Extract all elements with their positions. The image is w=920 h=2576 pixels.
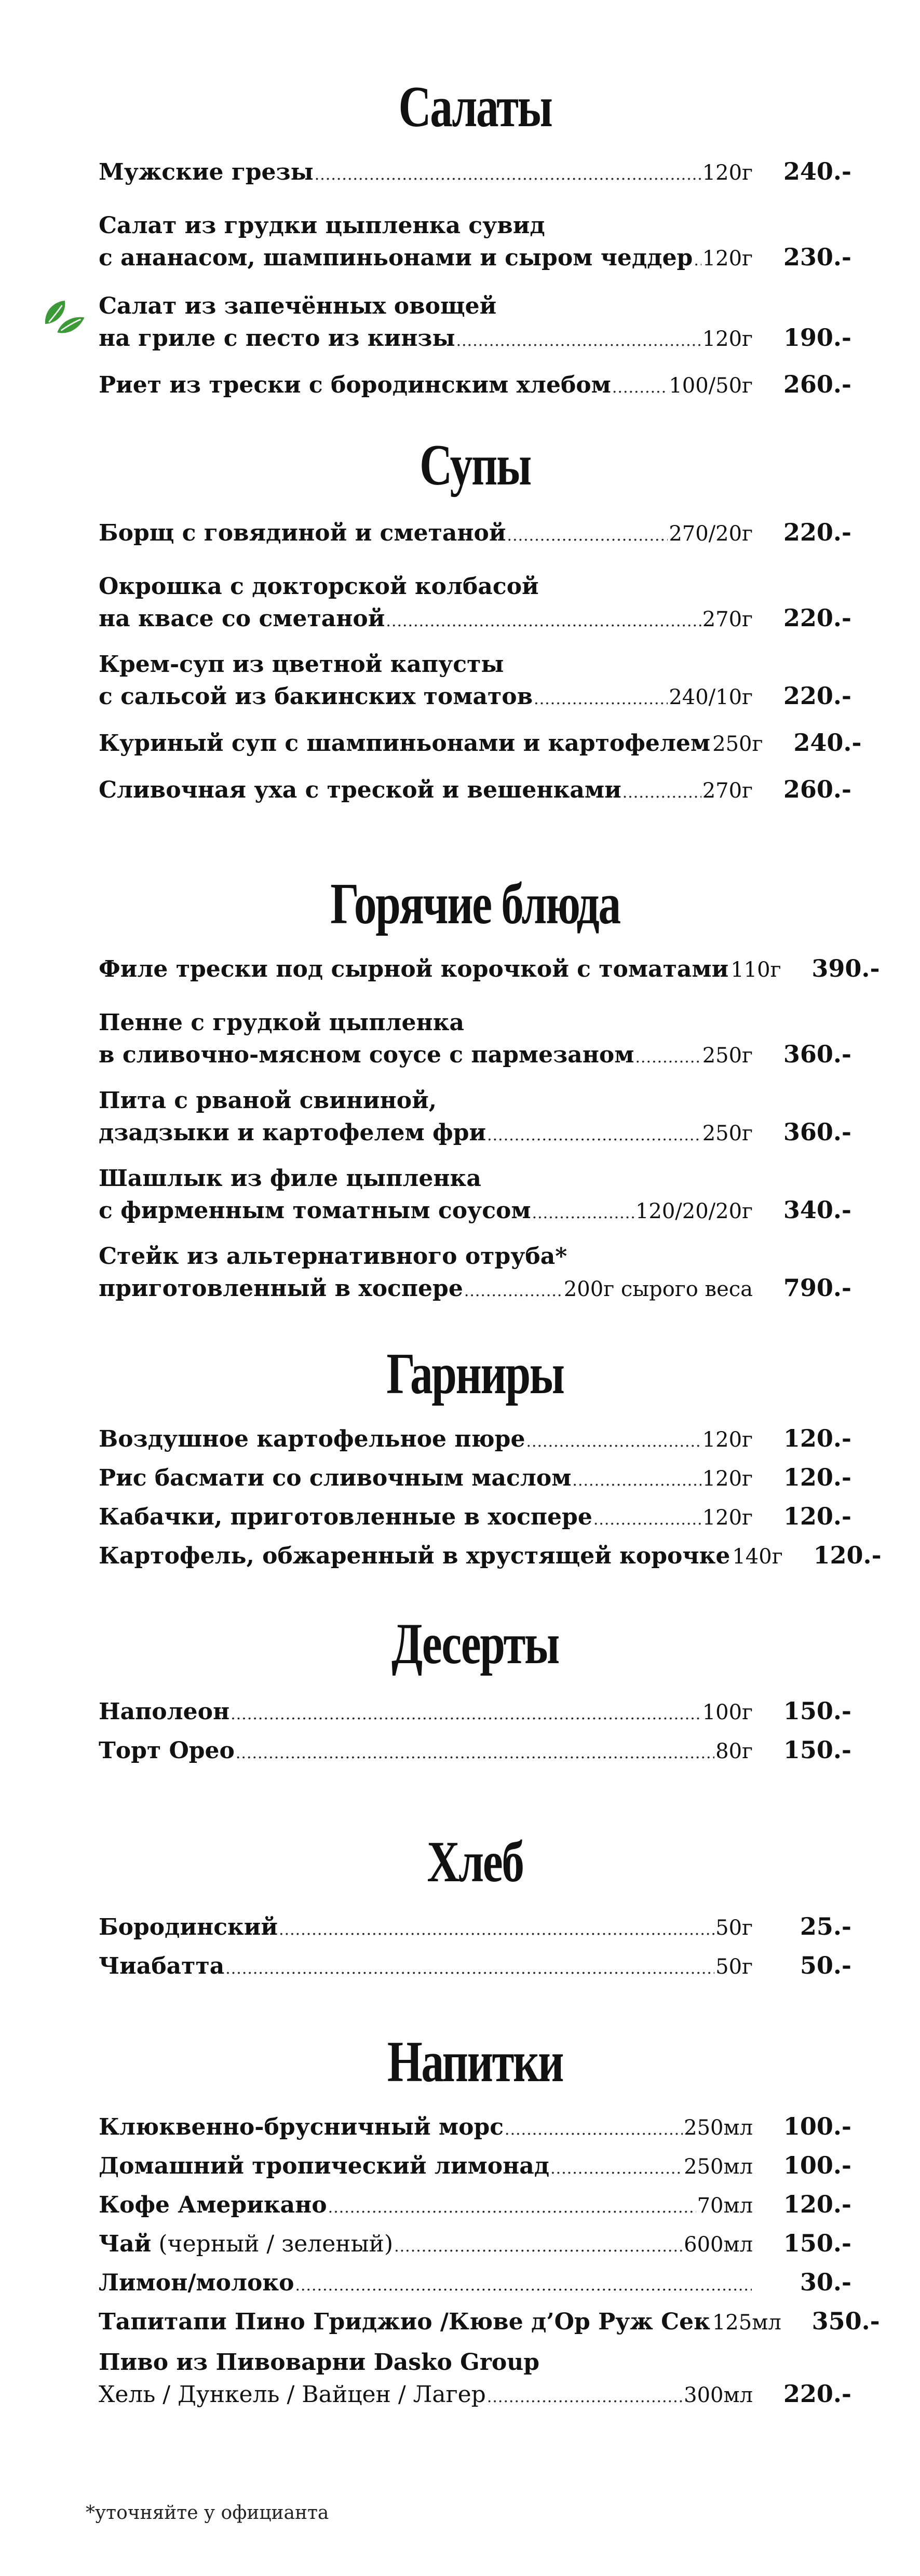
menu-item-name-text: Борщ с говядиной и сметаной (99, 520, 506, 546)
menu-item-price: 340.- (783, 1196, 851, 1224)
menu-item-row (99, 1695, 851, 1730)
menu-item-weight: 110г (730, 958, 781, 982)
dot-leader (464, 1276, 563, 1307)
menu-item-price: 150.- (783, 1736, 851, 1764)
menu-item-row (99, 2228, 851, 2262)
menu-item (99, 774, 851, 808)
menu-item-name (99, 1735, 235, 1766)
menu-item-name-text: Лимон/молоко (99, 2270, 294, 2296)
menu-item-row (99, 2378, 851, 2413)
menu-item-row (99, 1501, 851, 1535)
menu-item (99, 2150, 851, 2184)
menu-item-price: 220.- (783, 604, 851, 632)
menu-item-row (99, 1462, 851, 1496)
menu-item-weight: 270/20г (669, 522, 753, 546)
menu-item-name-text: Чиабатта (99, 1953, 225, 1979)
menu-item-name-text: приготовленный в хоспере (99, 1275, 463, 1302)
menu-item (99, 1423, 851, 1458)
menu-item-weight: 270г (702, 779, 753, 803)
menu-item-price: 360.- (783, 1040, 851, 1068)
menu-item (99, 1241, 851, 1307)
menu-item-row (99, 369, 851, 403)
menu-item-name (99, 323, 455, 354)
menu-item (99, 2111, 851, 2146)
menu-item (99, 1540, 882, 1574)
menu-item-name-text: с ананасом, шампиньонами и сыром чеддер (99, 245, 693, 271)
menu-item-weight: 120г (702, 1467, 753, 1491)
menu-item-name (99, 2112, 504, 2143)
menu-item-name (99, 1951, 224, 1982)
menu-item-price: 25.- (800, 1912, 851, 1940)
menu-item-price: 790.- (783, 1274, 851, 1302)
menu-item-name-line1: Салат из запечённых овощей (99, 293, 497, 319)
menu-item-name-text: дзадзыки и картофелем фри (99, 1120, 486, 1146)
menu-item-name-text: с фирменным томатным соусом (99, 1197, 531, 1224)
menu-item-row (99, 1734, 851, 1769)
menu-item (99, 571, 851, 637)
menu-item-name-suffix: (черный / зеленый) (151, 2231, 394, 2257)
menu-item (99, 1734, 851, 1769)
menu-item-name-text: Клюквенно-брусничный морс (99, 2114, 504, 2140)
menu-item-price: 150.- (783, 1697, 851, 1725)
menu-item-name (99, 1117, 486, 1149)
menu-item-weight: 250г (702, 1044, 753, 1068)
menu-item-price: 220.- (783, 682, 851, 710)
menu-item-name-text: на квасе со сметаной (99, 605, 385, 632)
menu-item-name-text: с сальсой из бакинских томатов (99, 683, 533, 710)
menu-item-row (99, 1540, 882, 1574)
menu-item-weight: 70мл (697, 2194, 753, 2218)
menu-item-price: 220.- (783, 518, 851, 546)
menu-item-name-line1: Пенне с грудкой цыпленка (99, 1009, 464, 1036)
menu-item (99, 2347, 851, 2413)
menu-item-weight: 100/50г (669, 374, 753, 398)
menu-item-name (99, 1463, 571, 1494)
menu-item-row (99, 1194, 851, 1229)
menu-item (99, 2305, 880, 2340)
menu-item-row (99, 774, 851, 808)
menu-item-name-text: в сливочно-мясном соусе с пармезаном (99, 1042, 634, 1068)
section-title: Хлеб (427, 1830, 523, 1894)
menu-item-row (99, 1911, 851, 1946)
menu-item (99, 517, 851, 551)
menu-item-name-text: Домашний тропический лимонад (99, 2153, 550, 2179)
menu-item-name-text: Торт Орео (99, 1737, 235, 1764)
menu-item-row (99, 1039, 851, 1073)
dot-leader (612, 372, 668, 403)
menu-item-name (99, 2190, 327, 2221)
menu-item-price: 120.- (783, 1463, 851, 1491)
menu-item-name (99, 1502, 592, 1533)
menu-item-name-line1: Пиво из Пивоварни Dasko Group (99, 2349, 540, 2376)
menu-item-row (99, 1116, 851, 1151)
menu-item-name-text: Риет из трески с бородинским хлебом (99, 372, 611, 398)
menu-item-price: 150.- (783, 2229, 851, 2257)
section-title: Напитки (387, 2030, 563, 2094)
menu-item (99, 649, 851, 715)
menu-item-name (99, 681, 533, 712)
menu-item-name-text: Бородинский (99, 1914, 278, 1940)
menu-item-name (99, 1040, 634, 1071)
menu-item-name (99, 1696, 229, 1728)
menu-item-price: 390.- (811, 954, 880, 982)
menu-item-weight: 200г сырого веса (563, 1277, 753, 1301)
menu-item-price: 100.- (783, 2112, 851, 2140)
menu-item-price: 120.- (783, 1502, 851, 1530)
menu-item-row (99, 953, 880, 988)
menu-item-row (99, 1950, 851, 1985)
menu-item-row (99, 2305, 880, 2340)
menu-item-weight: 300мл (684, 2383, 753, 2407)
dot-leader (623, 777, 701, 808)
section-title: Десерты (391, 1612, 559, 1676)
dot-leader (236, 1738, 714, 1769)
menu-item-weight: 250г (712, 732, 763, 756)
menu-item-weight: 120г (702, 161, 753, 185)
menu-item-name-line1: Крем-суп из цветной капусты (99, 651, 504, 678)
menu-item-name (99, 1273, 463, 1304)
menu-item-name-line1: Стейк из альтернативного отруба* (99, 1243, 567, 1270)
dot-leader (225, 1953, 714, 1985)
menu-item-name (99, 1912, 278, 1943)
dot-leader (456, 326, 701, 357)
menu-item (99, 2189, 851, 2223)
menu-item-name-text: Кабачки, приготовленные в хоспере (99, 1504, 592, 1530)
footnote: *уточняйте у официанта (86, 2502, 329, 2524)
menu-item-name (99, 2307, 710, 2338)
menu-item-name-text: Чай (99, 2231, 152, 2257)
menu-item-row (99, 602, 851, 637)
dot-leader (295, 2270, 752, 2301)
menu-item-price: 50.- (800, 1951, 851, 1979)
menu-item-row (99, 156, 851, 191)
section-title: Салаты (398, 75, 552, 139)
menu-item-weight: 250мл (684, 2116, 753, 2140)
menu-item-row (99, 2267, 851, 2301)
menu-item-price: 220.- (783, 2380, 851, 2408)
dot-leader (593, 1504, 701, 1535)
menu-item-row (99, 241, 851, 276)
dot-leader (550, 2153, 683, 2184)
menu-item-row (99, 1423, 851, 1458)
menu-item-name-text: Сливочная уха с треской и вешенками (99, 777, 621, 803)
menu-item-name-text: Воздушное картофельное пюре (99, 1426, 525, 1452)
menu-item (99, 1695, 851, 1730)
dot-leader (635, 1042, 701, 1073)
menu-item-price: 240.- (793, 729, 862, 757)
menu-item-weight: 120г (702, 1428, 753, 1452)
menu-item-weight: 270г (702, 608, 753, 631)
menu-item (99, 727, 862, 762)
menu-item-price: 190.- (783, 323, 851, 352)
menu-item-row (99, 2150, 851, 2184)
menu-item-name-line1: Окрошка с докторской колбасой (99, 573, 539, 600)
menu-item-name (99, 1541, 730, 1572)
menu-item-weight: 250мл (684, 2155, 753, 2179)
menu-item-name-text: Куриный суп с шампиньонами и картофелем (99, 730, 711, 757)
menu-item (99, 1085, 851, 1151)
menu-item-name-text: Наполеон (99, 1698, 230, 1725)
menu-item-row (99, 727, 862, 762)
menu-item-weight: 120г (702, 247, 753, 271)
menu-item (99, 1163, 851, 1229)
menu-item-price: 120.- (813, 1541, 882, 1569)
menu-item-weight: 140г (732, 1545, 783, 1569)
menu-item-name (99, 954, 728, 985)
dot-leader (279, 1914, 714, 1946)
leaf-icon (40, 296, 87, 343)
menu-item (99, 1462, 851, 1496)
menu-item-name-suffix: Хель / Дункель / Вайцен / Лагер (99, 2381, 486, 2408)
menu-item-weight: 250г (702, 1122, 753, 1145)
dot-leader (487, 2382, 683, 2413)
dot-leader (507, 520, 668, 551)
menu-item (99, 210, 851, 276)
menu-item-name (99, 2229, 393, 2260)
menu-item (99, 156, 851, 191)
menu-item-weight: 125мл (712, 2311, 781, 2335)
menu-item-weight: 240/10г (669, 685, 753, 709)
menu-item-name (99, 518, 506, 549)
menu-item (99, 369, 851, 403)
dot-leader (694, 245, 701, 276)
dot-leader (315, 159, 701, 191)
menu-item-price: 360.- (783, 1118, 851, 1146)
dot-leader (505, 2114, 683, 2146)
menu-item-price: 230.- (783, 243, 851, 271)
menu-item-name (99, 1195, 531, 1226)
menu-item (99, 1501, 851, 1535)
menu-item (99, 953, 880, 988)
menu-item-weight: 120/20/20г (635, 1199, 753, 1223)
menu-item-price: 120.- (783, 1424, 851, 1452)
menu-item-price: 260.- (783, 370, 851, 398)
menu-item-row (99, 2189, 851, 2223)
dot-leader (231, 1699, 701, 1730)
menu-item-name-text: Рис басмати со сливочным маслом (99, 1465, 572, 1491)
menu-item-name (99, 603, 385, 635)
dot-leader (328, 2192, 696, 2223)
menu-item-weight: 600мл (684, 2233, 753, 2257)
dot-leader (394, 2231, 683, 2262)
section-title: Супы (420, 433, 531, 497)
menu-item (99, 291, 851, 357)
menu-item-price: 260.- (783, 775, 851, 803)
menu-item-row (99, 2111, 851, 2146)
dot-leader (487, 1120, 701, 1151)
menu-item-row (99, 322, 851, 357)
dot-leader (572, 1465, 701, 1496)
menu-item-name (99, 2268, 294, 2299)
menu-item-price: 100.- (783, 2151, 851, 2179)
menu-item-price: 120.- (783, 2190, 851, 2218)
menu-item-weight: 80г (715, 1739, 753, 1763)
menu-item-name (99, 1424, 525, 1455)
menu-item-name (99, 157, 314, 188)
menu-item-name (99, 2151, 549, 2182)
menu-item-price: 240.- (783, 157, 851, 185)
menu-item-weight: 50г (715, 1955, 753, 1979)
menu-item-row (99, 517, 851, 551)
dot-leader (534, 684, 668, 715)
menu-item-name (99, 775, 621, 806)
dot-leader (386, 606, 701, 637)
menu-item-weight: 120г (702, 327, 753, 351)
menu-item-name-line1: Шашлык из филе цыпленка (99, 1165, 481, 1192)
menu-item (99, 1950, 851, 1985)
menu-item (99, 1007, 851, 1073)
menu-item (99, 2267, 851, 2301)
menu-item-name-text: на гриле с песто из кинзы (99, 325, 455, 352)
menu-item-row (99, 1272, 851, 1307)
menu-item (99, 2228, 851, 2262)
menu-item-weight: 50г (715, 1916, 753, 1940)
menu-item-name (99, 2379, 486, 2410)
menu-item-name-text: Филе трески под сырной корочкой с томатами (99, 956, 729, 982)
menu-item-name-text: Тапитапи Пино Гриджио /Кюве д’Ор Руж Сек (99, 2309, 710, 2335)
menu-item-name (99, 728, 710, 759)
menu-item-weight: 100г (702, 1701, 753, 1724)
menu-item-name-line1: Салат из грудки цыпленка сувид (99, 212, 545, 239)
menu-item-row (99, 680, 851, 715)
menu-item-weight: 120г (702, 1506, 753, 1530)
dot-leader (526, 1426, 701, 1458)
menu-item-name-line1: Пита с рваной свининой, (99, 1087, 437, 1114)
menu-item-name (99, 370, 611, 401)
menu-item-name-text: Картофель, обжаренный в хрустящей корочке (99, 1543, 730, 1569)
menu-item-name (99, 242, 693, 274)
section-title: Гарниры (386, 1342, 564, 1406)
section-title: Горячие блюда (330, 872, 620, 936)
menu-item-name-text: Мужские грезы (99, 159, 314, 185)
menu-item (99, 1911, 851, 1946)
menu-item-name-text: Кофе Американо (99, 2192, 327, 2218)
menu-item-price: 350.- (811, 2307, 880, 2335)
dot-leader (532, 1198, 634, 1229)
menu-item-price: 30.- (800, 2268, 851, 2296)
